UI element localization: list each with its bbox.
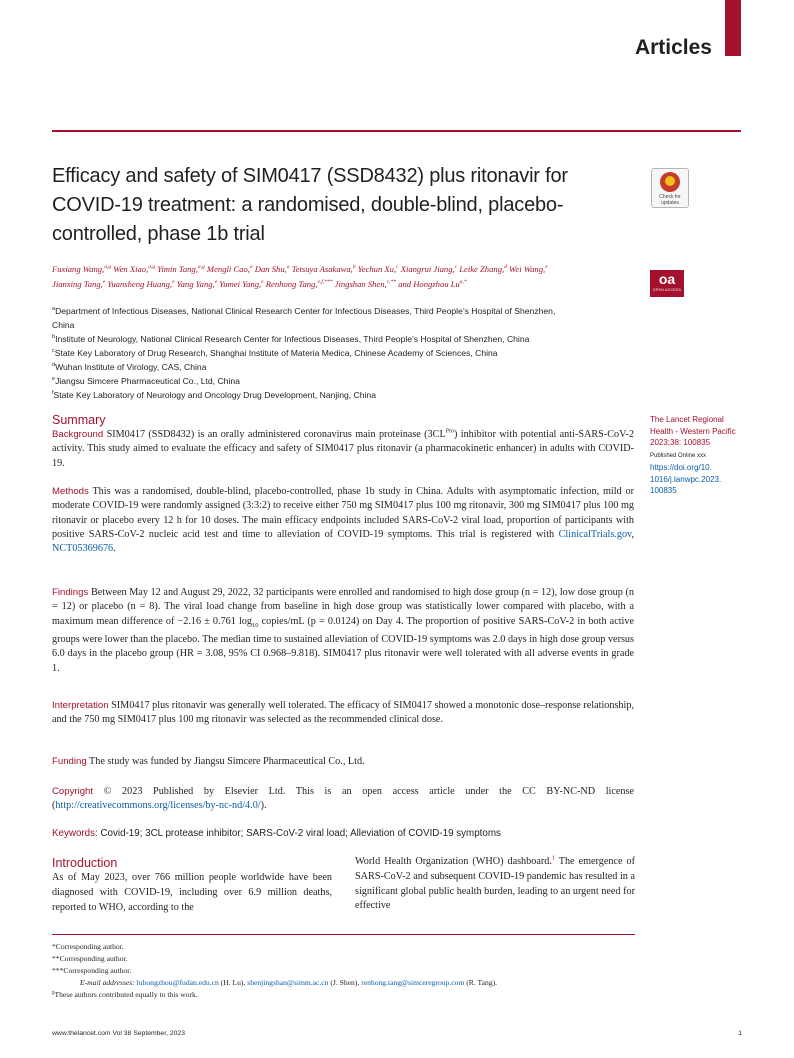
background-paragraph: [52, 428, 634, 471]
affiliation-item: [52, 360, 642, 374]
author-name: Yumei Yang,: [219, 278, 262, 289]
open-access-logo: [650, 270, 684, 297]
email-name-shen: (J. Shen),: [330, 978, 360, 987]
copyright-paragraph: [52, 785, 634, 814]
author-affiliation-sup: c,**: [386, 278, 397, 285]
doi-link-1[interactable]: https://doi.org/10.: [650, 463, 712, 472]
author-name: Xiangrui Jiang,: [400, 264, 455, 274]
author-line-1: [52, 262, 642, 277]
affiliation-sup: d: [52, 362, 56, 369]
footnotes: [52, 941, 652, 1001]
author-list: [52, 262, 642, 291]
author-name: Jingshan Shen,: [334, 278, 387, 289]
author-name: Jianxing Tang,: [52, 278, 103, 289]
findings-text-a: Between May 12 and August 29, 2022, 32 participants were enrolled and randomised to high dose group (n = 12), low dose group (n = 12) or placebo (n = 8). The viral load change from baseline in high dose group was statistically lower compared with placebo, with a maximum mean difference of −2.16 ± 0.761 log: [52, 587, 635, 627]
email-link-shen[interactable]: shenjingshan@simm.ac.cn: [247, 978, 329, 987]
keywords-label: Keywords:: [52, 828, 98, 839]
methods-text: This was a randomised, double-blind, placebo-controlled, phase 1b study in China. Adults with asymptomatic infection, mild or moderate COVID-19 were randomly assigned (3:3:2) to receive either 750 mg SIM0417 plus 100 mg ritonavir, 300 mg SIM0417 plus 100 mg ritonavir or placebo every 12 h for 10 doses. The main efficacy endpoints included SARS-CoV-2 viral load, proportion of participants with positive SARS-CoV-2 nucleic acid test and time to alleviation of COVID-19 symptoms. This trial is registered with: [52, 486, 634, 540]
author-affiliation-sup: e: [261, 278, 264, 285]
corresponding-author-3: ***Corresponding author.: [52, 966, 132, 975]
copyright-label: Copyright: [52, 786, 94, 797]
affiliation-item: [52, 374, 642, 388]
summary-heading: Summary: [52, 413, 106, 427]
methods-paragraph: [52, 485, 634, 556]
copyright-end: ).: [260, 800, 267, 812]
header-rule: [52, 130, 741, 132]
equal-contribution-sup: g: [52, 990, 55, 996]
affiliation-text: Wuhan Institute of Virology, CAS, China: [55, 362, 207, 372]
introduction-column-2: [355, 855, 635, 914]
author-name: Leike Zhang,: [459, 264, 505, 274]
affiliation-text: Department of Infectious Diseases, National Clinical Research Center for Infectious Diseases, Third People’s Hospital of Shenzhen,: [55, 306, 556, 316]
intro-col2-text-a: World Health Organization (WHO) dashboard.: [355, 856, 552, 867]
doi-link-2[interactable]: 1016/j.lanwpc.2023.: [650, 474, 722, 484]
affiliation-sup: e: [52, 376, 56, 383]
methods-label: Methods: [52, 486, 89, 497]
background-text-a: SIM0417 (SSD8432) is an orally administered coronavirus main proteinase (3CL: [106, 429, 446, 440]
check-updates-line1: Check for: [659, 194, 681, 200]
journal-sidebar: [650, 414, 745, 497]
journal-citation: 2023;38: 100835: [650, 438, 711, 447]
equal-contribution-note: [52, 989, 652, 1001]
background-text-b: ) inhibitor with potential anti-SARS-CoV-2 activity. This study aimed to evaluate the efficacy and safety of SIM0417 plus ritonavir (a pharmacokinetic enhancer) in adults with COVID-19.: [52, 429, 634, 469]
author-name: Yechun Xu,: [357, 264, 397, 274]
affiliation-text: Jiangsu Simcere Pharmaceutical Co., Ltd, China: [55, 376, 240, 386]
author-name: Tetsuya Asakawa,: [291, 264, 353, 274]
author-name: Renhong Tang,: [265, 278, 318, 289]
intro-col2-text-b: The emergence of SARS-CoV-2 and subsequent COVID-19 pandemic has resulted in a significant global public health burden, leading to an urgent need for effective: [355, 856, 635, 912]
author-name: Dan Shu,: [254, 264, 287, 274]
background-label: Background: [52, 429, 104, 440]
oa-logo-text: oa: [658, 271, 676, 287]
check-for-updates-badge[interactable]: [651, 168, 689, 208]
author-affiliation-sup: e,f,***: [317, 278, 333, 285]
introduction-column-1: As of May 2023, over 766 million people worldwide have been diagnosed with COVID-19, including over 6.9 million deaths, reported to WHO, according to the: [52, 872, 332, 913]
email-name-lu: (H. Lu),: [220, 978, 246, 987]
check-updates-line2: updates: [661, 200, 679, 206]
email-addresses: [52, 977, 652, 989]
header-accent-bar: [725, 0, 741, 56]
methods-separator: ,: [631, 528, 635, 540]
author-affiliation-sup: c: [454, 264, 458, 271]
findings-text-b: copies/mL (p = 0.0124) on Day 4. The proportion of positive SARS-CoV-2 in both active groups were lower than the placebo. The median time to sustained alleviation of COVID-19 symptoms was 2.0 days in high dose group versus 6.0 days in the placebo group (HR = 3.08, 95% CI 0.968–9.818). SIM0417 plus ritonavir were well tolerated with all adverse events in grade 1.: [52, 615, 635, 674]
interpretation-paragraph: [52, 699, 634, 728]
affiliation-sup: a: [52, 306, 56, 313]
author-affiliation-sup: b: [352, 264, 356, 271]
author-name: Fuxiang Wang,: [52, 264, 105, 274]
footer-journal-info: www.thelancet.com Vol 38 September, 2023: [52, 1030, 185, 1037]
author-name: Wen Xiao,: [113, 264, 149, 274]
reference-1-link[interactable]: 1: [551, 855, 555, 862]
affiliation-sup: c: [52, 348, 55, 355]
author-affiliation-sup: a,g: [148, 264, 156, 271]
oa-logo-label: OPEN ACCESS: [652, 288, 682, 292]
journal-name-2: Health - Western Pacific: [650, 426, 736, 436]
author-name: Yang Yang,: [176, 278, 215, 289]
nct-link[interactable]: NCT05369676: [52, 543, 114, 555]
affiliation-item: [52, 388, 642, 402]
email-name-tang: (R. Tang).: [466, 978, 498, 987]
affiliation-text: State Key Laboratory of Neurology and Oncology Drug Development, Nanjing, China: [53, 390, 376, 400]
author-affiliation-sup: e: [545, 264, 548, 271]
affiliation-text: Institute of Neurology, National Clinical Research Center for Infectious Diseases, Third People’s Hospital of Shenzhen, China: [55, 334, 530, 344]
keywords-text: Covid-19; 3CL protease inhibitor; SARS-CoV-2 viral load; Alleviation of COVID-19 symptoms: [100, 828, 501, 839]
affiliation-sup: f: [52, 390, 54, 397]
corresponding-author-2: **Corresponding author.: [52, 954, 128, 963]
email-link-lu[interactable]: luhongzhou@fudan.edu.cn: [136, 978, 219, 987]
author-affiliation-sup: e: [214, 278, 218, 285]
author-affiliation-sup: a,g: [104, 264, 112, 271]
affiliation-text: State Key Laboratory of Drug Research, Shanghai Institute of Materia Medica, Chinese Academy of Sciences, China: [54, 348, 498, 358]
author-name: Wei Wang,: [509, 264, 546, 274]
email-link-tang[interactable]: renhong.tang@simceregroup.com: [361, 978, 465, 987]
doi-link-3[interactable]: 100835: [650, 486, 677, 495]
email-label: E-mail addresses:: [80, 978, 135, 987]
clinicaltrials-link[interactable]: ClinicalTrials.gov: [558, 528, 632, 540]
author-affiliation-sup: a,g: [197, 264, 205, 271]
affiliation-item: [52, 332, 642, 346]
affiliations: [52, 304, 642, 402]
equal-contribution-text: These authors contributed equally to this work.: [54, 990, 198, 999]
methods-end: .: [113, 543, 116, 555]
affiliation-sup: b: [52, 334, 56, 341]
page-number: 1: [738, 1030, 742, 1037]
findings-paragraph: [52, 586, 634, 676]
author-name: Yimin Tang,: [157, 264, 198, 274]
published-online: Published Online xxx: [650, 452, 707, 459]
keywords: [52, 828, 634, 839]
author-affiliation-sup: a,*: [459, 278, 467, 285]
introduction-heading: Introduction: [52, 856, 118, 870]
journal-name-1: The Lancet Regional: [650, 415, 724, 424]
author-affiliation-sup: d: [504, 264, 507, 271]
crossmark-icon: [660, 172, 680, 192]
funding-label: Funding: [52, 756, 87, 767]
author-line-2: [52, 277, 642, 292]
copyright-text: © 2023 Published by Elsevier Ltd. This is an open access article under the CC BY-NC-ND license (: [52, 786, 634, 812]
funding-paragraph: [52, 755, 634, 769]
interpretation-text: SIM0417 plus ritonavir was generally well tolerated. The efficacy of SIM0417 showed a monotonic dose–response relationship, and the 750 mg SIM0417 plus 100 mg ritonavir was selected as the recommended clinical dose.: [52, 700, 635, 726]
article-title: Efficacy and safety of SIM0417 (SSD8432) plus ritonavir for COVID-19 treatment: a randomised, double-blind, placebo-controlled, phase 1b trial: [52, 165, 568, 245]
author-name: and Hongzhou Lu: [398, 278, 460, 289]
affiliation-item: [52, 346, 642, 360]
background-sup: Pro: [445, 428, 455, 435]
findings-sub: 10: [252, 621, 259, 629]
findings-label: Findings: [52, 587, 89, 598]
footnote-rule: [52, 934, 635, 935]
affiliation-text-continued: China: [52, 320, 75, 330]
author-name: Mengli Cao,: [206, 264, 250, 274]
author-affiliation-sup: c: [396, 264, 399, 271]
author-name: Yuansheng Huang,: [107, 278, 173, 289]
author-affiliation-sup: a: [249, 264, 253, 271]
license-link[interactable]: http://creativecommons.org/licenses/by-nc-nd/4.0/: [55, 800, 261, 812]
corresponding-author-1: *Corresponding author.: [52, 942, 124, 951]
author-affiliation-sup: e: [172, 278, 175, 285]
interpretation-label: Interpretation: [52, 700, 109, 711]
affiliation-item: [52, 304, 642, 332]
author-affiliation-sup: e: [102, 278, 106, 285]
author-affiliation-sup: a: [286, 264, 290, 271]
section-label: Articles: [634, 36, 712, 59]
funding-text: The study was funded by Jiangsu Simcere Pharmaceutical Co., Ltd.: [89, 756, 365, 767]
